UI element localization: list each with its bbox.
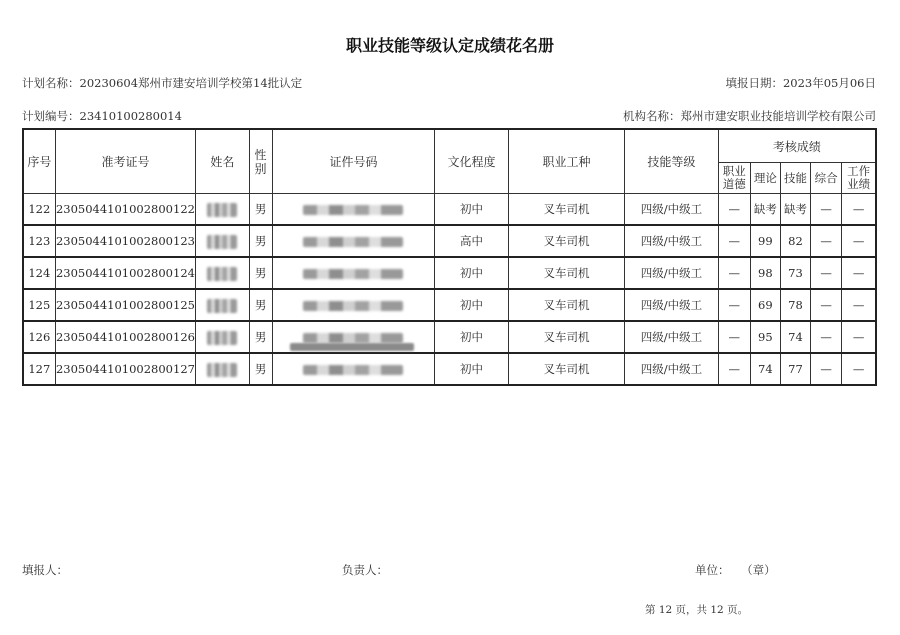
page-info: 第 12 页，共 12 页。 xyxy=(645,604,749,616)
cell-gender: 男 xyxy=(249,289,272,321)
cell-gender: 男 xyxy=(249,321,272,353)
table-row xyxy=(23,194,876,226)
cell-level: 四级/中级工 xyxy=(625,194,718,226)
header-scores: 考核成绩 xyxy=(718,129,876,163)
fill-date-value: 2023年05月06日 xyxy=(782,76,876,90)
cell-performance: — xyxy=(842,353,876,385)
cell-occupation: 叉车司机 xyxy=(508,353,625,385)
redacted-id xyxy=(303,333,403,343)
redacted-name xyxy=(207,363,237,377)
cell-skill: 73 xyxy=(780,257,810,289)
cell-comprehensive: — xyxy=(811,257,842,289)
table-row xyxy=(23,321,876,353)
cell-performance: — xyxy=(842,225,876,257)
redacted-id xyxy=(303,301,403,311)
cell-gender: 男 xyxy=(249,353,272,385)
header-gender: 性别 xyxy=(249,129,272,194)
unit-field xyxy=(695,562,776,578)
cell-name xyxy=(196,289,249,321)
table-row xyxy=(23,257,876,289)
cell-exam-no: 2305044101002800126 xyxy=(55,321,196,353)
filler-label: 填报人： xyxy=(22,563,68,577)
cell-skill: 74 xyxy=(780,321,810,353)
cell-seq: 123 xyxy=(23,225,55,257)
header-seq: 序号 xyxy=(23,129,55,194)
table-row xyxy=(23,353,876,385)
cell-level: 四级/中级工 xyxy=(625,321,718,353)
redacted-id xyxy=(303,237,403,247)
document-title: 职业技能等级认定成绩花名册 xyxy=(345,36,554,55)
cell-ethics: — xyxy=(718,321,750,353)
cell-skill: 82 xyxy=(780,225,810,257)
cell-theory: 95 xyxy=(750,321,780,353)
header-level: 技能等级 xyxy=(625,129,718,194)
header-occupation: 职业工种 xyxy=(508,129,625,194)
table-row xyxy=(23,289,876,321)
roster-table xyxy=(22,128,877,386)
cell-theory: 99 xyxy=(750,225,780,257)
cell-skill: 77 xyxy=(780,353,810,385)
cell-name xyxy=(196,225,249,257)
cell-name xyxy=(196,353,249,385)
cell-education: 高中 xyxy=(435,225,508,257)
cell-performance: — xyxy=(842,257,876,289)
cell-comprehensive: — xyxy=(811,321,842,353)
cell-occupation: 叉车司机 xyxy=(508,194,625,226)
header-education: 文化程度 xyxy=(435,129,508,194)
header-skill: 技能 xyxy=(780,163,810,194)
cell-exam-no: 2305044101002800125 xyxy=(55,289,196,321)
organization-label: 机构名称： xyxy=(623,109,681,123)
cell-comprehensive: — xyxy=(811,225,842,257)
cell-comprehensive: — xyxy=(811,194,842,226)
cell-occupation: 叉车司机 xyxy=(508,257,625,289)
plan-number-label: 计划编号： xyxy=(22,109,80,123)
cell-education: 初中 xyxy=(435,321,508,353)
header-ethics: 职业道德 xyxy=(718,163,750,194)
cell-exam-no: 2305044101002800123 xyxy=(55,225,196,257)
plan-name-label: 计划名称： xyxy=(22,76,80,90)
cell-ethics: — xyxy=(718,257,750,289)
cell-occupation: 叉车司机 xyxy=(508,321,625,353)
redacted-name xyxy=(207,331,237,345)
redacted-name xyxy=(207,203,237,217)
seal-mark: （章） xyxy=(741,563,776,577)
cell-exam-no: 230504410100280012​2 xyxy=(55,194,196,226)
table-row xyxy=(23,225,876,257)
cell-seq: 125 xyxy=(23,289,55,321)
cell-comprehensive: — xyxy=(811,289,842,321)
cell-id-no xyxy=(272,225,435,257)
cell-performance: — xyxy=(842,289,876,321)
cell-level: 四级/中级工 xyxy=(625,353,718,385)
cell-occupation: 叉车司机 xyxy=(508,225,625,257)
cell-level: 四级/中级工 xyxy=(625,257,718,289)
cell-gender: 男 xyxy=(249,257,272,289)
redacted-name xyxy=(207,299,237,313)
plan-number xyxy=(22,108,182,124)
cell-education: 初中 xyxy=(435,289,508,321)
cell-id-no xyxy=(272,289,435,321)
cell-education: 初中 xyxy=(435,194,508,226)
cell-seq: 127 xyxy=(23,353,55,385)
redacted-id xyxy=(303,365,403,375)
redacted-name xyxy=(207,267,237,281)
header-performance: 工作业绩 xyxy=(842,163,876,194)
cell-skill: 78 xyxy=(780,289,810,321)
cell-ethics: — xyxy=(718,194,750,226)
header-exam-no: 准考证号 xyxy=(55,129,196,194)
cell-theory: 69 xyxy=(750,289,780,321)
cell-seq: 126 xyxy=(23,321,55,353)
header-theory: 理论 xyxy=(750,163,780,194)
cell-ethics: — xyxy=(718,353,750,385)
header-comprehensive: 综合 xyxy=(811,163,842,194)
cell-performance: — xyxy=(842,321,876,353)
redacted-id xyxy=(303,269,403,279)
cell-comprehensive: — xyxy=(811,353,842,385)
fill-date xyxy=(725,75,876,91)
cell-name xyxy=(196,257,249,289)
plan-number-value: 23410100280014 xyxy=(79,109,182,123)
cell-theory: 74 xyxy=(750,353,780,385)
cell-name xyxy=(196,194,249,226)
cell-gender: 男 xyxy=(249,225,272,257)
cell-occupation: 叉车司机 xyxy=(508,289,625,321)
cell-id-no xyxy=(272,194,435,226)
cell-ethics: — xyxy=(718,225,750,257)
header-id-no: 证件号码 xyxy=(272,129,435,194)
redacted-id xyxy=(303,205,403,215)
organization xyxy=(623,108,876,124)
plan-name-value: 20230604郑州市建安培训学校第14批认定 xyxy=(79,76,303,90)
plan-name xyxy=(22,75,302,91)
cell-education: 初中 xyxy=(435,353,508,385)
cell-gender: 男 xyxy=(249,194,272,226)
cell-name xyxy=(196,321,249,353)
cell-id-no xyxy=(272,257,435,289)
organization-value: 郑州市建安职业技能培训学校有限公司 xyxy=(680,109,876,123)
redacted-name xyxy=(207,235,237,249)
cell-performance: — xyxy=(842,194,876,226)
cell-education: 初中 xyxy=(435,257,508,289)
cell-level: 四级/中级工 xyxy=(625,225,718,257)
cell-skill: 缺考 xyxy=(780,194,810,226)
cell-theory: 缺考 xyxy=(750,194,780,226)
cell-theory: 98 xyxy=(750,257,780,289)
cell-seq: 124 xyxy=(23,257,55,289)
cell-exam-no: 2305044101002800127 xyxy=(55,353,196,385)
fill-date-label: 填报日期： xyxy=(725,76,783,90)
cell-exam-no: 2305044101002800124 xyxy=(55,257,196,289)
cell-level: 四级/中级工 xyxy=(625,289,718,321)
responsible-label: 负责人： xyxy=(342,563,388,577)
cell-seq: 122 xyxy=(23,194,55,226)
unit-label: 单位： xyxy=(695,563,730,577)
cell-ethics: — xyxy=(718,289,750,321)
cell-id-no xyxy=(272,353,435,385)
redaction-bar xyxy=(290,343,414,351)
header-name: 姓名 xyxy=(196,129,249,194)
